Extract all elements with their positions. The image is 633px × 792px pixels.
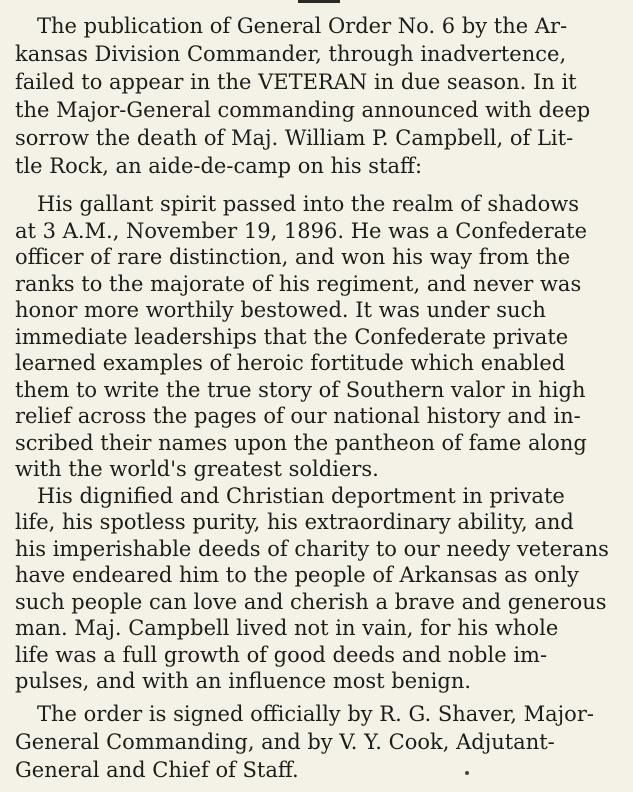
text-line: His gallant spirit passed into the realm of shadows bbox=[37, 192, 580, 216]
text-line: ranks to the majorate of his regiment, and never was bbox=[15, 272, 582, 296]
text-line: with the world's greatest soldiers. bbox=[15, 457, 379, 481]
text-line: relief across the pages of our national history and in- bbox=[15, 404, 581, 428]
text-line: The publication of General Order No. 6 by the Ar- bbox=[37, 14, 568, 38]
text-line: learned examples of heroic fortitude which enabled bbox=[15, 351, 566, 375]
text-line: his imperishable deeds of charity to our needy veterans bbox=[15, 537, 609, 561]
text-line: scribed their names upon the pantheon of fame along bbox=[15, 431, 587, 455]
text-line: man. Maj. Campbell lived not in vain, for his whole bbox=[15, 616, 559, 640]
text-line: honor more worthily bestowed. It was under such bbox=[15, 298, 546, 322]
top-rule-divider bbox=[298, 0, 340, 3]
text-line: pulses, and with an influence most benign. bbox=[15, 669, 472, 693]
text-line: the Major-General commanding announced with deep bbox=[15, 98, 591, 122]
text-line: General and Chief of Staff. bbox=[15, 758, 299, 782]
text-line: immediate leaderships that the Confederate private bbox=[15, 325, 569, 349]
text-line: kansas Division Commander, through inadvertence, bbox=[15, 42, 567, 66]
text-line: life was a full growth of good deeds and noble im- bbox=[15, 643, 548, 667]
text-line: His dignified and Christian deportment in private bbox=[37, 484, 565, 508]
text-line: officer of rare distinction, and won his way from the bbox=[15, 245, 571, 269]
text-line: General Commanding, and by V. Y. Cook, Adjutant- bbox=[15, 730, 555, 754]
text-line: The order is signed officially by R. G. Shaver, Major- bbox=[37, 702, 594, 726]
text-line: such people can love and cherish a brave and generous bbox=[15, 590, 607, 614]
ink-speck bbox=[465, 771, 469, 775]
text-line: at 3 A.M., November 19, 1896. He was a Confederate bbox=[15, 219, 588, 243]
text-line: have endeared him to the people of Arkansas as only bbox=[15, 563, 579, 587]
text-line: them to write the true story of Southern valor in high bbox=[15, 378, 586, 402]
text-line: sorrow the death of Maj. William P. Campbell, of Lit- bbox=[15, 126, 574, 150]
text-line: life, his spotless purity, his extraordinary ability, and bbox=[15, 510, 574, 534]
text-line: failed to appear in the VETERAN in due season. In it bbox=[15, 70, 577, 94]
text-line: tle Rock, an aide-de-camp on his staff: bbox=[15, 154, 423, 178]
